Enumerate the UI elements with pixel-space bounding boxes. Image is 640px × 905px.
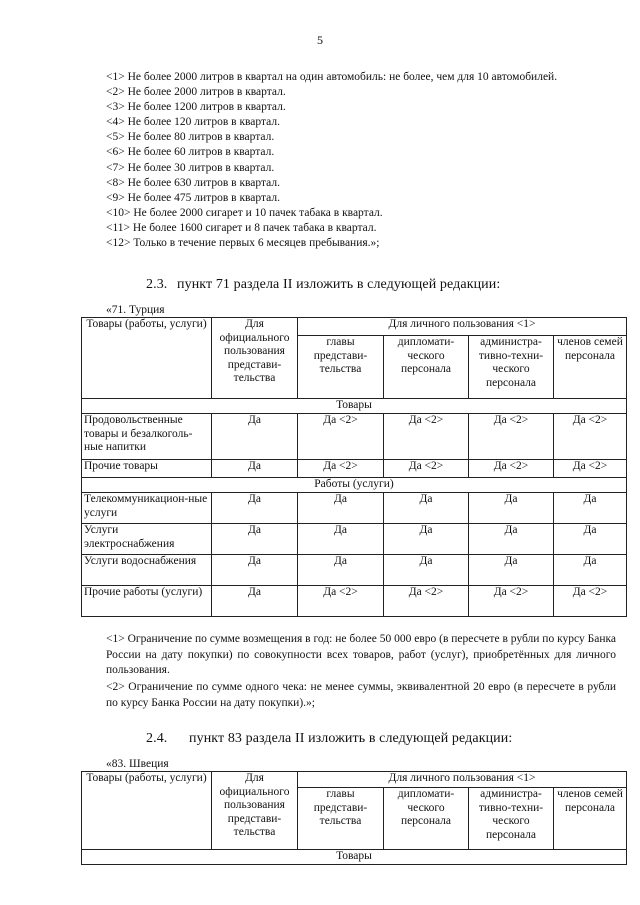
cell: Да <2> (554, 414, 627, 460)
section-heading-2-3 (146, 277, 500, 293)
cell: Да <2> (298, 586, 384, 617)
header-official: Для официального пользования представи-тельства (212, 772, 298, 850)
cell: Да <2> (469, 460, 554, 478)
cell: Да (212, 493, 298, 524)
footnotes-top (106, 70, 616, 251)
cell: Да (212, 524, 298, 555)
table-row (82, 414, 627, 460)
table-caption-sweden: «83. Швеция (106, 758, 169, 770)
cell: Да <2> (298, 460, 384, 478)
row-label: Телекоммуникацион-ные услуги (82, 493, 212, 524)
footnote: <2> Не более 2000 литров в квартал. (106, 86, 286, 99)
cell: Да <2> (384, 460, 469, 478)
footnote: <3> Не более 1200 литров в квартал. (106, 101, 286, 114)
cell: Да <2> (554, 460, 627, 478)
cell: Да (469, 493, 554, 524)
row-label: Прочие работы (услуги) (82, 586, 212, 617)
footnote: <6> Не более 60 литров в квартал. (106, 146, 275, 159)
header-official: Для официального пользования представи-тельства (212, 318, 298, 399)
footnote-limit-receipt: <2> Ограничение по сумме одного чека: не менее суммы, эквивалентной 20 евро (в пересчете в рубли по курсу Банка России на дату покупки).»; (106, 681, 616, 709)
group-goods: Товары (82, 399, 627, 414)
cell: Да (212, 414, 298, 460)
header-heads: главы представи-тельства (298, 788, 384, 850)
row-label: Прочие товары (82, 460, 212, 478)
cell: Да (554, 524, 627, 555)
cell: Да (554, 493, 627, 524)
cell: Да <2> (384, 414, 469, 460)
footnote-limit-year: <1> Ограничение по сумме возмещения в год: не более 50 000 евро (в пересчете в рубли по курсу Банка России на дату покупки) по совокупности всех товаров, работ (услуг), приобретённых для личного пользования. (106, 633, 616, 677)
cell: Да (384, 493, 469, 524)
section-heading-2-4 (146, 731, 512, 747)
table-row (82, 524, 627, 555)
cell: Да <2> (298, 414, 384, 460)
cell: Да (298, 555, 384, 586)
page-number: 5 (317, 33, 323, 47)
footnote: <10> Не более 2000 сигарет и 10 пачек табака в квартал. (106, 206, 383, 219)
footnote: <11> Не более 1600 сигарет и 8 пачек табака в квартал. (106, 221, 377, 234)
cell: Да (469, 555, 554, 586)
section-text: пункт 83 раздела II изложить в следующей редакции: (189, 731, 513, 746)
header-goods: Товары (работы, услуги) (82, 318, 212, 399)
footnote: <8> Не более 630 литров в квартал. (106, 176, 280, 189)
section-number: 2.4. (146, 731, 168, 746)
cell: Да (384, 524, 469, 555)
row-label: Продовольственные товары и безалкоголь-ные напитки (82, 414, 212, 460)
row-label: Услуги водоснабжения (82, 555, 212, 586)
footnote: <12> Только в течение первых 6 месяцев пребывания.»; (106, 237, 380, 250)
cell: Да <2> (469, 586, 554, 617)
section-number: 2.3. (146, 277, 168, 292)
cell: Да (212, 555, 298, 586)
header-personal: Для личного пользования <1> (298, 772, 627, 788)
table-caption-turkey: «71. Турция (106, 304, 165, 316)
cell: Да (469, 524, 554, 555)
table-sweden (81, 771, 627, 865)
header-personal: Для личного пользования <1> (298, 318, 627, 336)
header-admin: администра-тивно-техни-ческого персонала (469, 788, 554, 850)
cell: Да <2> (469, 414, 554, 460)
section-text: пункт 71 раздела II изложить в следующей редакции: (177, 277, 501, 292)
table-row (82, 493, 627, 524)
cell: Да <2> (554, 586, 627, 617)
cell: Да (384, 555, 469, 586)
cell: Да (554, 555, 627, 586)
header-admin: администра-тивно-техни-ческого персонала (469, 336, 554, 399)
cell: Да (212, 460, 298, 478)
cell: Да (298, 524, 384, 555)
footnote: <7> Не более 30 литров в квартал. (106, 161, 275, 174)
footnote: <1> Не более 2000 литров в квартал на один автомобиль: не более, чем для 10 автомобилей. (106, 71, 558, 83)
footnote: <5> Не более 80 литров в квартал. (106, 131, 275, 144)
footnote: <9> Не более 475 литров в квартал. (106, 191, 280, 204)
header-family: членов семей персонала (554, 336, 627, 399)
header-goods: Товары (работы, услуги) (82, 772, 212, 850)
table-turkey (81, 317, 627, 617)
cell: Да <2> (384, 586, 469, 617)
table-row (82, 586, 627, 617)
table-row (82, 460, 627, 478)
footnote: <4> Не более 120 литров в квартал. (106, 116, 280, 129)
header-diplomatic: дипломати-ческого персонала (384, 336, 469, 399)
group-services: Работы (услуги) (82, 478, 627, 493)
row-label: Услуги электроснабжения (82, 524, 212, 555)
cell: Да (298, 493, 384, 524)
cell: Да (212, 586, 298, 617)
header-diplomatic: дипломати-ческого персонала (384, 788, 469, 850)
group-goods: Товары (82, 850, 627, 865)
header-heads: главы представи-тельства (298, 336, 384, 399)
header-family: членов семей персонала (554, 788, 627, 850)
table-row (82, 555, 627, 586)
